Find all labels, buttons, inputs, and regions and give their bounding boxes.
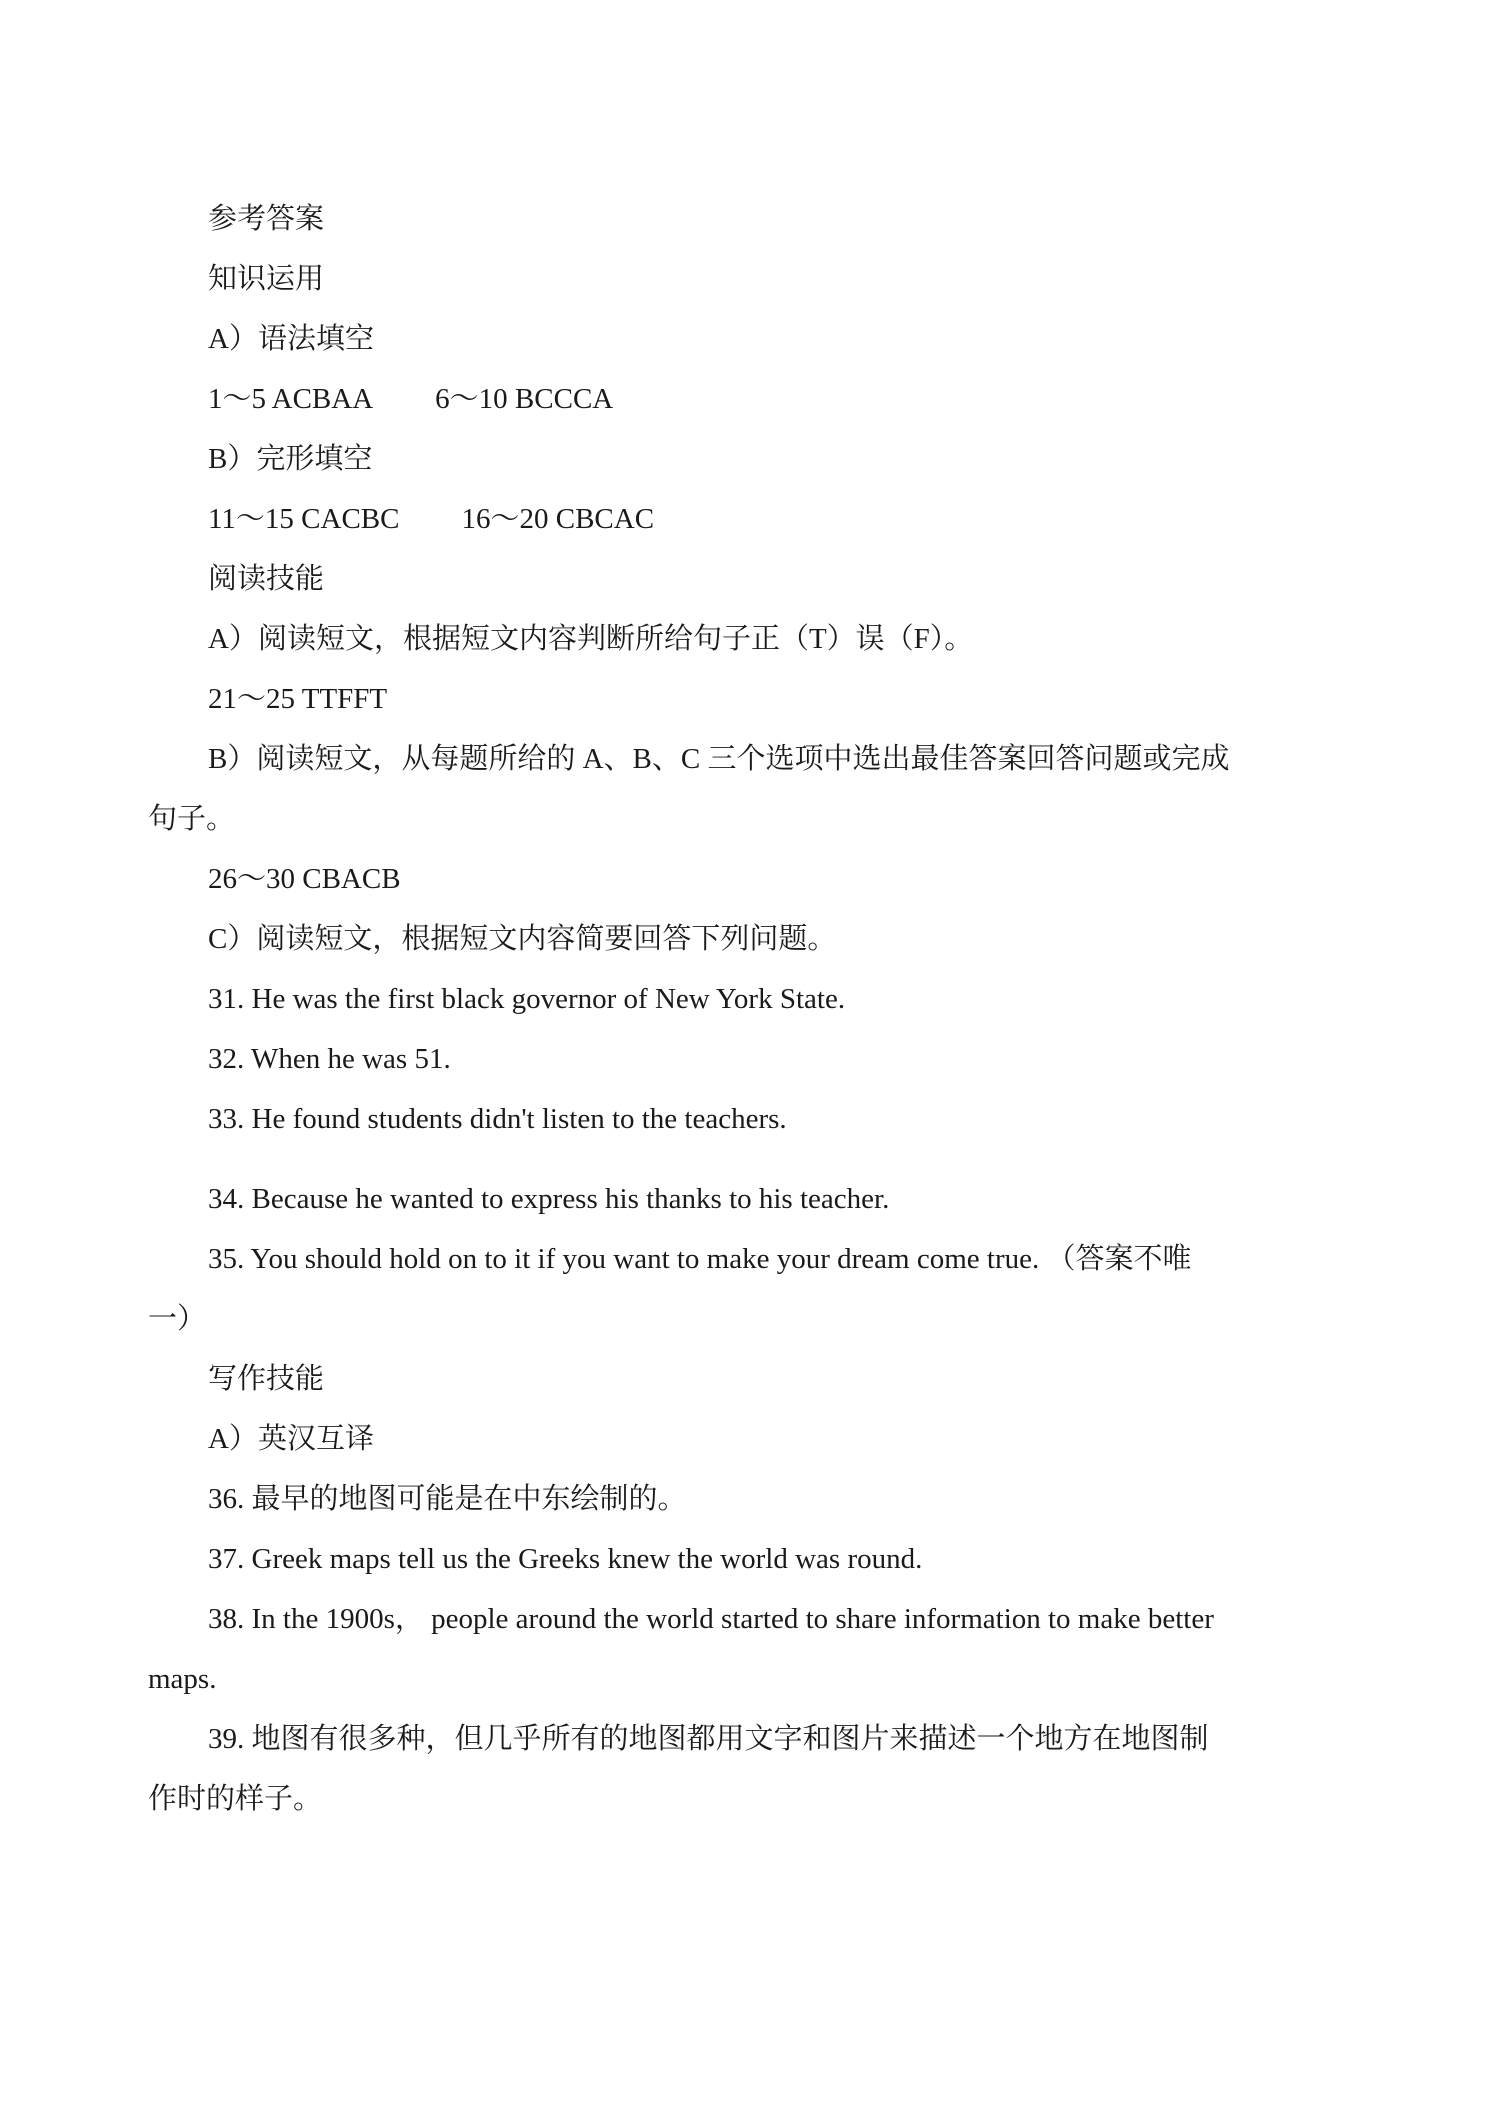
answer-group-16-20: 16～20 CBCAC	[461, 503, 655, 535]
answer-group-1-5: 1～5 ACBAA	[208, 383, 374, 415]
subsection-label-grammar: A）语法填空	[208, 323, 374, 355]
section-heading-writing: 写作技能	[208, 1363, 325, 1395]
answer-row-cloze	[208, 503, 654, 536]
subsection-label-multiple-choice-cont: 句子。	[148, 803, 236, 835]
answer-row-grammar	[208, 383, 613, 416]
answer-38-cont: maps.	[148, 1663, 217, 1695]
answer-32: 32. When he was 51.	[208, 1043, 451, 1075]
answer-group-11-15: 11～15 CACBC	[208, 503, 400, 535]
section-heading-reading: 阅读技能	[208, 563, 325, 595]
answer-36: 36. 最早的地图可能是在中东绘制的。	[208, 1483, 687, 1515]
answer-35-cont: 一）	[148, 1303, 207, 1335]
answer-group-26-30: 26～30 CBACB	[208, 863, 401, 895]
document-title: 参考答案	[208, 203, 325, 235]
subsection-label-true-false: A）阅读短文，根据短文内容判断所给句子正（T）误（F）。	[208, 623, 974, 655]
answer-37: 37. Greek maps tell us the Greeks knew the world was round.	[208, 1543, 923, 1575]
answer-group-21-25: 21～25 TTFFT	[208, 683, 388, 715]
answer-35: 35. You should hold on to it if you want to make your dream come true. （答案不唯	[208, 1243, 1192, 1275]
answer-39-cont: 作时的样子。	[148, 1783, 323, 1815]
subsection-label-multiple-choice: B）阅读短文，从每题所给的 A、B、C 三个选项中选出最佳答案回答问题或完成	[208, 743, 1230, 775]
answer-34: 34. Because he wanted to express his thanks to his teacher.	[208, 1183, 890, 1215]
answer-38: 38. In the 1900s， people around the world started to share information to make better	[208, 1603, 1214, 1635]
answer-39: 39. 地图有很多种，但几乎所有的地图都用文字和图片来描述一个地方在地图制	[208, 1723, 1209, 1755]
answer-31: 31. He was the first black governor of New York State.	[208, 983, 846, 1015]
subsection-label-translation: A）英汉互译	[208, 1423, 374, 1455]
subsection-label-short-answer: C）阅读短文，根据短文内容简要回答下列问题。	[208, 923, 837, 955]
section-heading-knowledge: 知识运用	[208, 263, 325, 295]
answer-group-6-10: 6～10 BCCCA	[435, 383, 614, 415]
subsection-label-cloze: B）完形填空	[208, 443, 373, 475]
answer-33: 33. He found students didn't listen to the teachers.	[208, 1103, 787, 1135]
